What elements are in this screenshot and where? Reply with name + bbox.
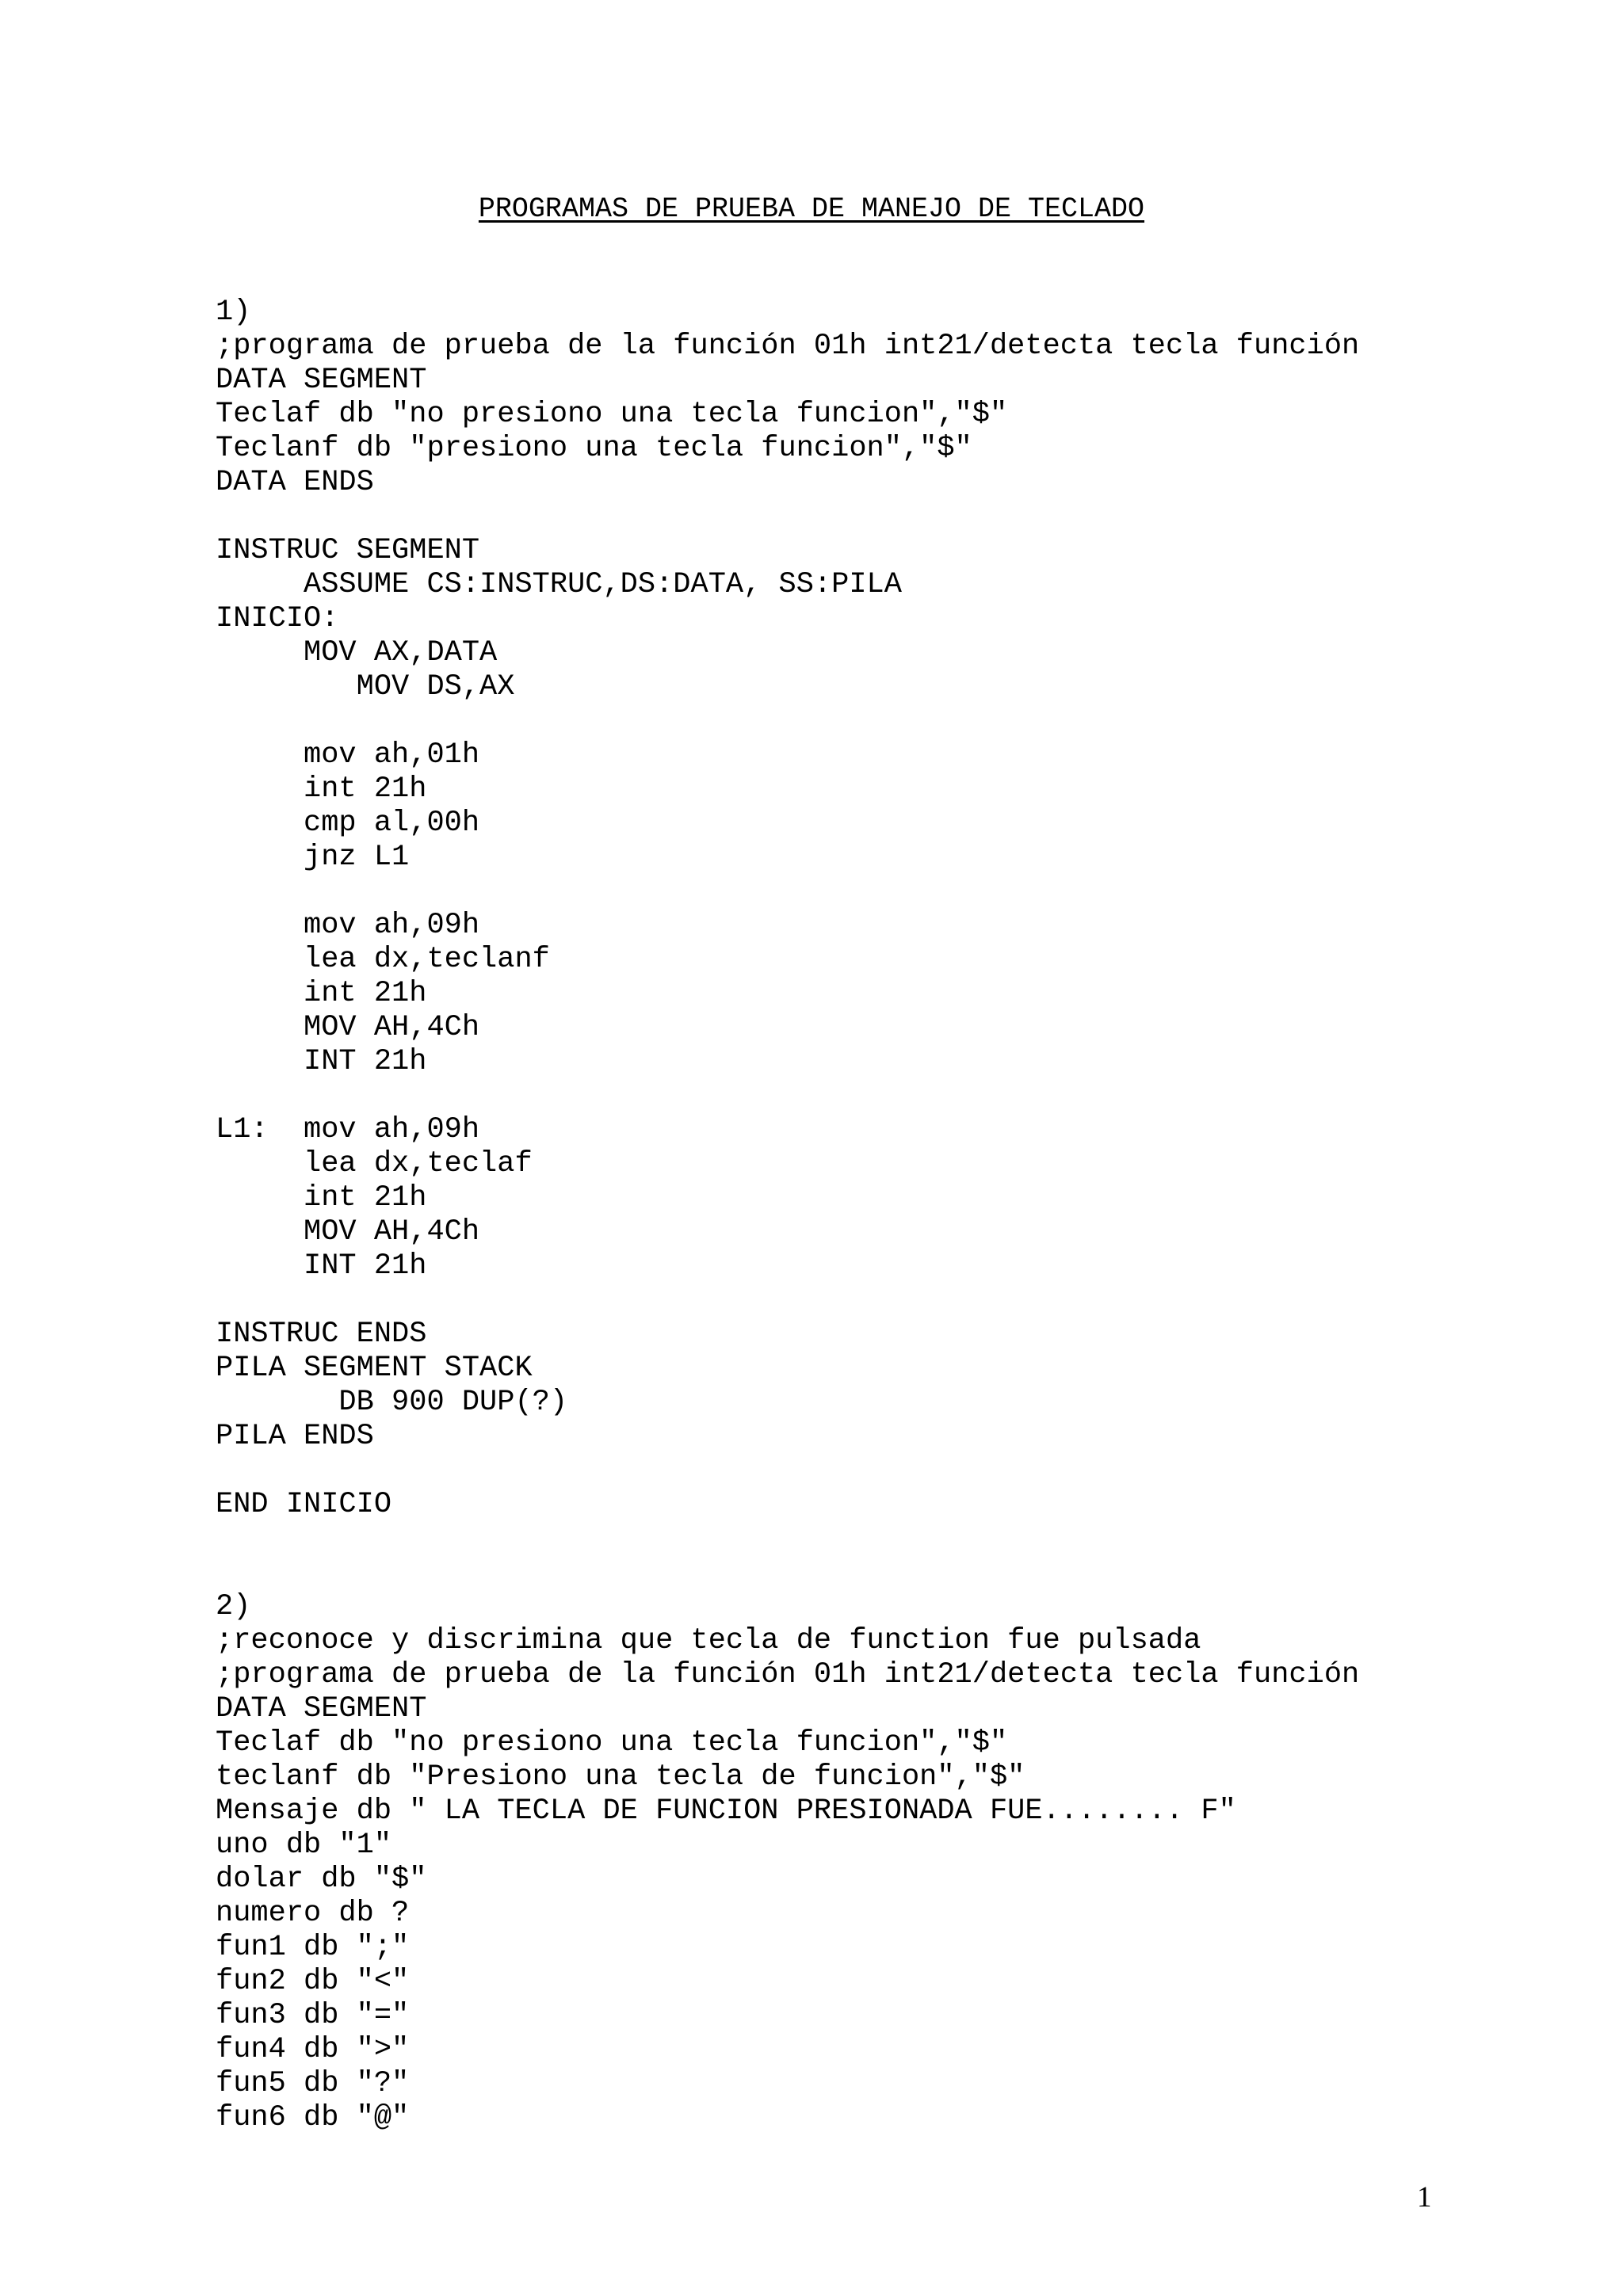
code-line: 2): [216, 1590, 251, 1623]
code-line: lea dx,teclaf: [216, 1147, 533, 1180]
code-line: MOV AH,4Ch: [216, 1215, 480, 1249]
code-line: MOV AH,4Ch: [216, 1011, 480, 1044]
code-line: cmp al,00h: [216, 807, 480, 840]
code-line: L1: mov ah,09h: [216, 1113, 480, 1146]
code-line: jnz L1: [216, 841, 410, 874]
code-line: PILA SEGMENT STACK: [216, 1352, 533, 1385]
code-line: teclanf db "Presiono una tecla de funcion","$": [216, 1760, 1025, 1794]
code-line: Teclaf db "no presiono una tecla funcion","$": [216, 1726, 1008, 1760]
code-line: [216, 1079, 1359, 1113]
code-line: INICIO:: [216, 602, 339, 635]
code-line: uno db "1": [216, 1829, 392, 1862]
code-line: fun1 db ";": [216, 1931, 410, 1964]
code-line: DATA SEGMENT: [216, 364, 427, 397]
page-number: 1: [1417, 2181, 1432, 2214]
code-line: MOV AX,DATA: [216, 636, 498, 669]
code-line: 1): [216, 296, 251, 329]
code-line: [216, 875, 1359, 909]
code-line: fun4 db ">": [216, 2033, 410, 2066]
code-line: MOV DS,AX: [216, 670, 515, 704]
code-line: ;programa de prueba de la función 01h int21/detecta tecla función: [216, 1658, 1360, 1691]
code-line: ;reconoce y discrimina que tecla de function fue pulsada: [216, 1624, 1201, 1657]
code-line: PILA ENDS: [216, 1420, 374, 1453]
code-line: INT 21h: [216, 1249, 427, 1283]
code-line: INT 21h: [216, 1045, 427, 1078]
code-line: DATA ENDS: [216, 466, 374, 499]
code-line: fun5 db "?": [216, 2067, 410, 2100]
code-line: [216, 1556, 1359, 1590]
code-line: lea dx,teclanf: [216, 943, 550, 976]
code-line: fun2 db "<": [216, 1965, 410, 1998]
code-line: fun3 db "=": [216, 1999, 410, 2032]
code-line: INSTRUC SEGMENT: [216, 534, 480, 567]
code-line: mov ah,09h: [216, 909, 480, 942]
code-line: ASSUME CS:INSTRUC,DS:DATA, SS:PILA: [216, 568, 902, 601]
code-line: END INICIO: [216, 1488, 392, 1521]
code-line: mov ah,01h: [216, 738, 480, 772]
code-line: [216, 704, 1359, 738]
code-line: INSTRUC ENDS: [216, 1318, 427, 1351]
code-line: [216, 500, 1359, 534]
code-line: Teclanf db "presiono una tecla funcion","$": [216, 432, 972, 465]
code-line: Mensaje db " LA TECLA DE FUNCION PRESIONADA FUE........ F": [216, 1794, 1236, 1828]
code-line: int 21h: [216, 772, 427, 806]
code-line: dolar db "$": [216, 1863, 427, 1896]
code-line: int 21h: [216, 1181, 427, 1215]
code-line: fun6 db "@": [216, 2101, 410, 2134]
code-line: Teclaf db "no presiono una tecla funcion","$": [216, 398, 1008, 431]
code-line: numero db ?: [216, 1897, 410, 1930]
code-line: [216, 1283, 1359, 1318]
code-line: [216, 1454, 1359, 1488]
code-line: ;programa de prueba de la función 01h int21/detecta tecla función: [216, 330, 1360, 363]
code-line: [216, 1522, 1359, 1556]
code-line: DB 900 DUP(?): [216, 1386, 568, 1419]
code-listing: [216, 296, 1359, 2135]
document-title: PROGRAMAS DE PRUEBA DE MANEJO DE TECLADO: [478, 193, 1145, 225]
code-line: int 21h: [216, 977, 427, 1010]
code-line: DATA SEGMENT: [216, 1692, 427, 1726]
